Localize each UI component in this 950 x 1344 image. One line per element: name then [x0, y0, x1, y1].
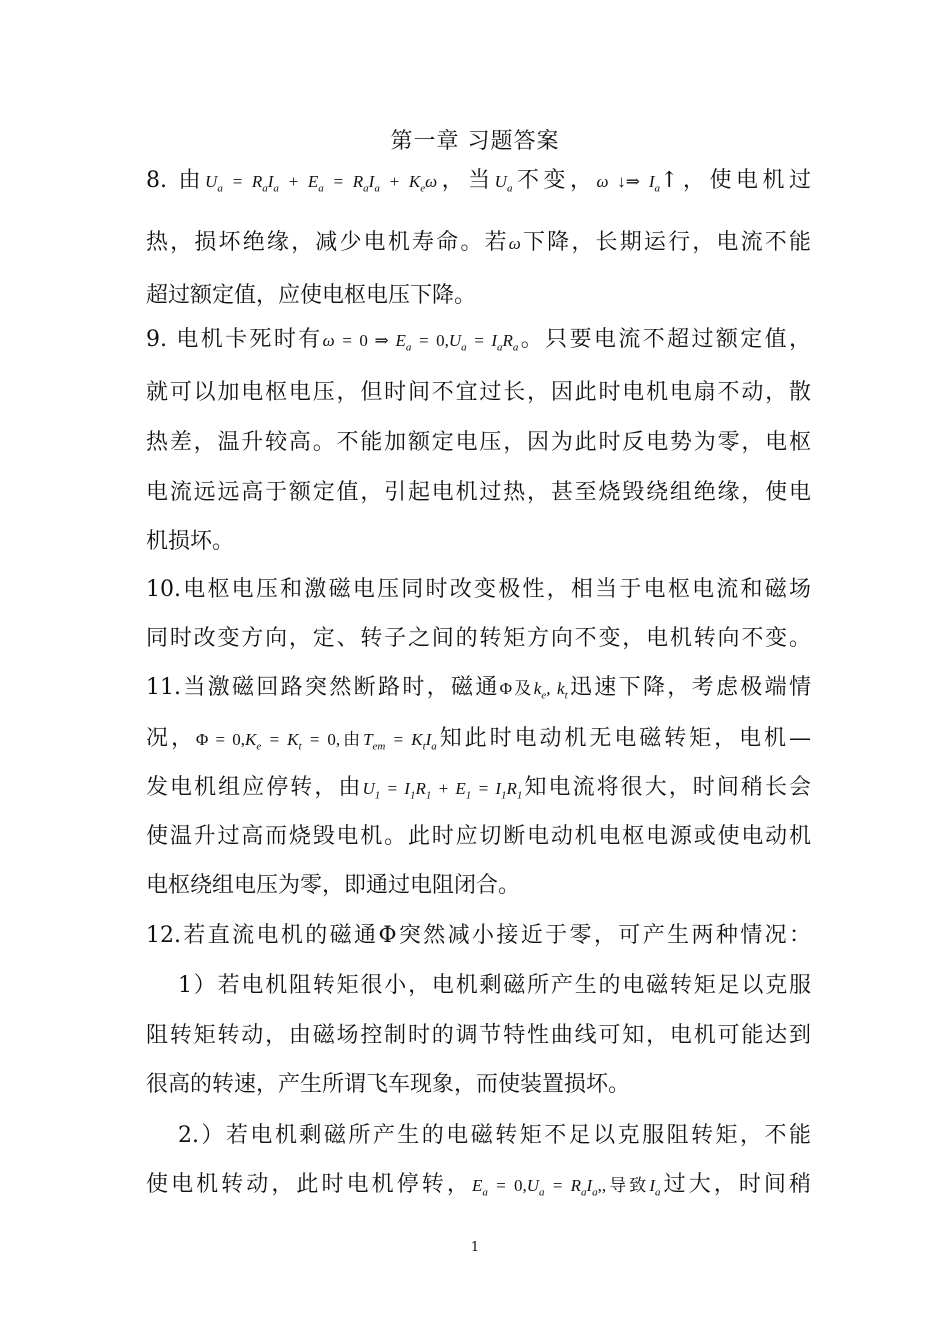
item-8-line-1: 8. 由$U_a = R_aI_a + E_a = R_aI_a + K_e\omega$，当$U_a$不变，ω ↓⇒ $I_a↑$，使电机过	[146, 168, 812, 195]
equation-armature-voltage: $U_a = R_aI_a + E_a = R_aI_a + K_e\omega$	[205, 172, 438, 195]
item-8-line-3: 超过额定值，应使电枢电压下降。	[146, 283, 477, 308]
item-11-line-5: 电枢绕组电压为零，即通过电阻闭合。	[146, 873, 521, 898]
item-9-line-2: 就可以加电枢电压，但时间不宜过长，因此时电机电扇不动，散	[146, 380, 811, 405]
item-12-case-2-line-2: 使电机转动，此时电机停转，$E_a = 0,U_a = R_aI_a$,,导致$I_a$过大，时间稍	[146, 1172, 811, 1199]
item-9-line-1: 9. 电机卡死时有ω = 0 ⇒ $E_a = 0,U_a = I_aR_a$。只要电流不超过额定值，	[146, 327, 812, 354]
item-9-line-4: 电流远远高于额定值，引起电机过热，甚至烧毁绕组绝缘，使电	[146, 480, 811, 505]
page-title: 第一章 习题答案	[390, 129, 560, 154]
item-12-case-2-line-1: 2.）若电机剩磁所产生的电磁转矩不足以克服阻转矩，不能	[178, 1123, 811, 1148]
equation-torque: $T_{em} = K_tI_a$	[363, 730, 437, 753]
item-11-line-2: 况，$\Phi = 0,K_e = K_t = 0$,由$T_{em} = K_tI_a$知此时电动机无电磁转矩，电机—	[146, 726, 811, 753]
item-12-case-1-line-2: 阻转矩转动，由磁场控制时的调节特性曲线可知，电机可能达到	[146, 1023, 811, 1048]
item-9-line-3: 热差，温升较高。不能加额定电压，因为此时反电势为零，电枢	[146, 430, 811, 455]
item-10-line-2: 同时改变方向，定、转子之间的转矩方向不变，电机转向不变。	[146, 626, 811, 651]
item-12-case-1-line-3: 很高的转速，产生所谓飞车现象，而使装置损坏。	[146, 1072, 631, 1097]
item-10-line-1: 10.电枢电压和激磁电压同时改变极性，相当于电枢电流和磁场	[146, 577, 811, 602]
item-11-line-3: 发电机组应停转，由$U_1 = I_1R_1 + E_1 = I_1R_1$知电流将很大，时间稍长会	[146, 775, 811, 802]
item-9-line-5: 机损坏。	[146, 529, 235, 554]
item-12-line-1: 12.若直流电机的磁通Φ突然减小接近于零，可产生两种情况：	[146, 923, 811, 948]
item-8-line-2: 热，损坏绝缘，减少电机寿命。若ω下降，长期运行，电流不能	[146, 230, 811, 255]
item-11-line-1: 11.当激磁回路突然断路时，磁通Φ及$k_e$, $k_t$迅速下降，考虑极端情	[146, 675, 811, 702]
equation-omega-down: ω ↓⇒ $I_a$	[596, 172, 660, 195]
equation-zero-flux: $\Phi = 0,K_e = K_t = 0$,	[195, 730, 341, 753]
page-number: 1	[470, 1240, 480, 1255]
equation-stall: ω = 0 ⇒ $E_a = 0,U_a = I_aR_a$	[322, 331, 519, 354]
item-11-line-4: 使温升过高而烧毁电机。此时应切断电动机电枢电源或使电动机	[146, 824, 811, 849]
equation-stall-2: $E_a = 0,U_a = R_aI_a$,,	[471, 1176, 607, 1199]
item-12-case-1-line-1: 1）若电机阻转矩很小，电机剩磁所产生的电磁转矩足以克服	[178, 973, 811, 998]
equation-kek: $k_e$, $k_t$	[533, 679, 568, 702]
equation-generator: $U_1 = I_1R_1 + E_1 = I_1R_1$	[362, 779, 523, 802]
